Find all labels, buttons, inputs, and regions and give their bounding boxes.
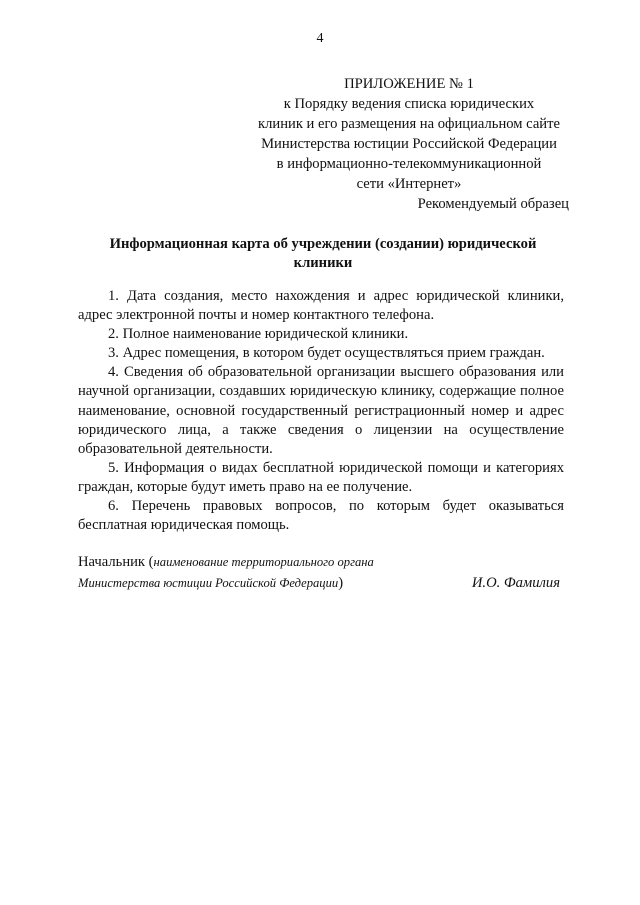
document-title-line: клиники <box>293 255 353 271</box>
appendix-heading: ПРИЛОЖЕНИЕ № 1 <box>344 76 474 92</box>
signature-suffix: ) <box>338 575 344 591</box>
document-title <box>78 235 568 273</box>
signature-org-line1: наименование территориального органа <box>153 555 374 569</box>
list-item: 6. Перечень правовых вопросов, по которым будет оказываться бесплатная юридическая помощь. <box>78 498 564 534</box>
list-item: 1. Дата создания, место нахождения и адрес юридической клиники, адрес электронной почты и номер контактного телефона. <box>78 288 564 324</box>
list-item: 3. Адрес помещения, в котором будет осуществляться прием граждан. <box>108 345 545 362</box>
signature-name: И.О. Фамилия <box>471 575 560 591</box>
signature-block <box>78 552 564 594</box>
document-title-line: Информационная карта об учреждении (создании) юридической <box>109 236 537 252</box>
list-item: 5. Информация о видах бесплатной юридической помощи и категориях граждан, которые будут иметь право на ее получение. <box>78 459 564 495</box>
appendix-line: клиник и его размещения на официальном сайте <box>258 116 560 132</box>
appendix-line: к Порядку ведения списка юридических <box>283 96 535 112</box>
appendix-line: в информационно-телекоммуникационной <box>276 156 542 172</box>
appendix-line: Министерства юстиции Российской Федерации <box>261 136 557 152</box>
signature-position <box>78 552 564 573</box>
signature-prefix: Начальник ( <box>78 554 154 570</box>
list-item: 2. Полное наименование юридической клиники. <box>108 326 409 343</box>
signature-org-line2: Министерства юстиции Российской Федерации <box>78 576 339 590</box>
list-item: 4. Сведения об образовательной организации высшего образования или научной организации, создавших юридическую клинику, содержащие полное наименование, основной государственный регистрационный номер и адрес юридического лица, а также сведения о лицензии на осуществление образовательной деятельности. <box>78 364 564 457</box>
appendix-line: сети «Интернет» <box>356 176 462 192</box>
items-list <box>78 287 564 535</box>
page-number: 4 <box>316 31 324 46</box>
recommended-sample-label: Рекомендуемый образец <box>417 196 569 212</box>
appendix-header <box>240 74 578 194</box>
